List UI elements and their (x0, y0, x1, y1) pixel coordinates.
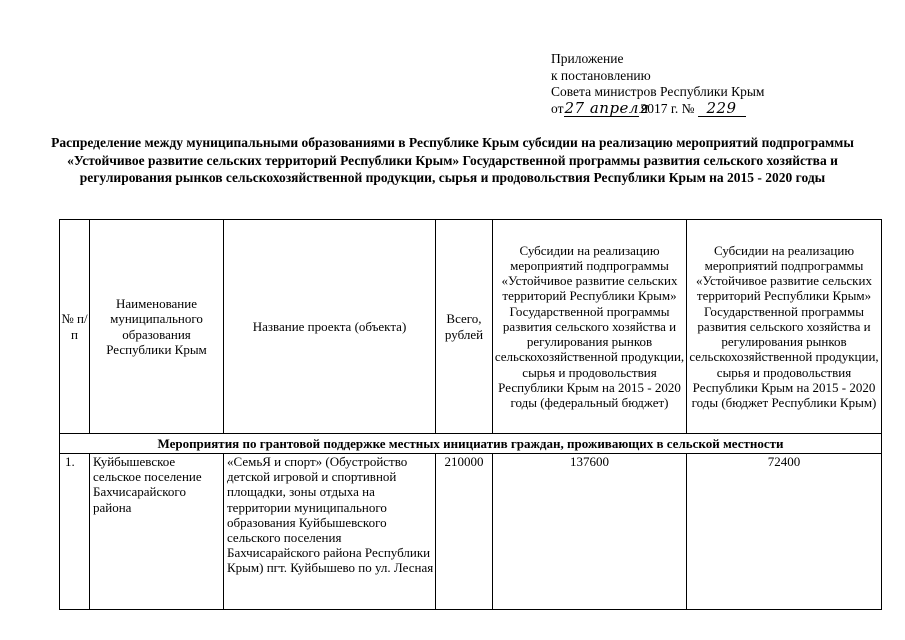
row-total: 210000 (436, 454, 493, 610)
appendix-line-3: Совета министров Республики Крым (551, 84, 765, 99)
row-federal: 137600 (493, 454, 687, 610)
header-municipality: Наименование муниципального образования Республики Крым (90, 220, 224, 434)
section-title: Мероприятия по грантовой поддержке местных инициатив граждан, проживающих в сельской местности (60, 434, 882, 454)
appendix-date-line (551, 98, 764, 118)
year-number-label: 2017 г. № (640, 100, 695, 116)
table-row (60, 454, 882, 610)
row-regional: 72400 (687, 454, 882, 610)
subsidy-table (59, 219, 882, 610)
row-municipality: Куйбышевское сельское поселение Бахчисарайского района (90, 454, 224, 610)
handwritten-resolution-number: 229 (698, 101, 746, 117)
table-section-row (60, 434, 882, 454)
appendix-line-1: Приложение (551, 51, 624, 66)
appendix-line-2: к постановлению (551, 67, 651, 83)
header-regional-subsidy: Субсидии на реализацию мероприятий подпрограммы «Устойчивое развитие сельских территорий Республики Крым» Государственной программы развития сельского хозяйства и регулирования рынков сельскохозяйственной продукции, сырья и продовольствия Республики Крым на 2015 - 2020 годы (бюджет Республики Крым) (687, 220, 882, 434)
date-prefix: от (551, 100, 564, 116)
header-federal-subsidy: Субсидии на реализацию мероприятий подпрограммы «Устойчивое развитие сельских территорий Республики Крым» Государственной программы развития сельского хозяйства и регулирования рынков сельскохозяйственной продукции, сырья и продовольствия Республики Крым на 2015 - 2020 годы (федеральный бюджет) (493, 220, 687, 434)
table-header-row (60, 220, 882, 434)
appendix-block (551, 51, 764, 117)
header-num: № п/п (60, 220, 90, 434)
row-num: 1. (60, 454, 90, 610)
row-project: «СемьЯ и спорт» (Обустройство детской игровой и спортивной площадки, зоны отдыха на территории муниципального образования Куйбышевского сельского поселения Бахчисарайского района Республики Крым) пгт. Куйбышево по ул. Лесная (224, 454, 436, 610)
header-total: Всего, рублей (436, 220, 493, 434)
header-project: Название проекта (объекта) (224, 220, 436, 434)
document-title: Распределение между муниципальными образованиями в Республике Крым субсидии на реализацию мероприятий подпрограммы «Устойчивое развитие сельских территорий Республики Крым» Государственной программы развития сельского хозяйства и регулирования рынков сельскохозяйственной продукции, сырья и продовольствия Республики Крым на 2015 - 2020 годы (51, 135, 854, 185)
handwritten-date: 27 апреля (564, 98, 650, 117)
